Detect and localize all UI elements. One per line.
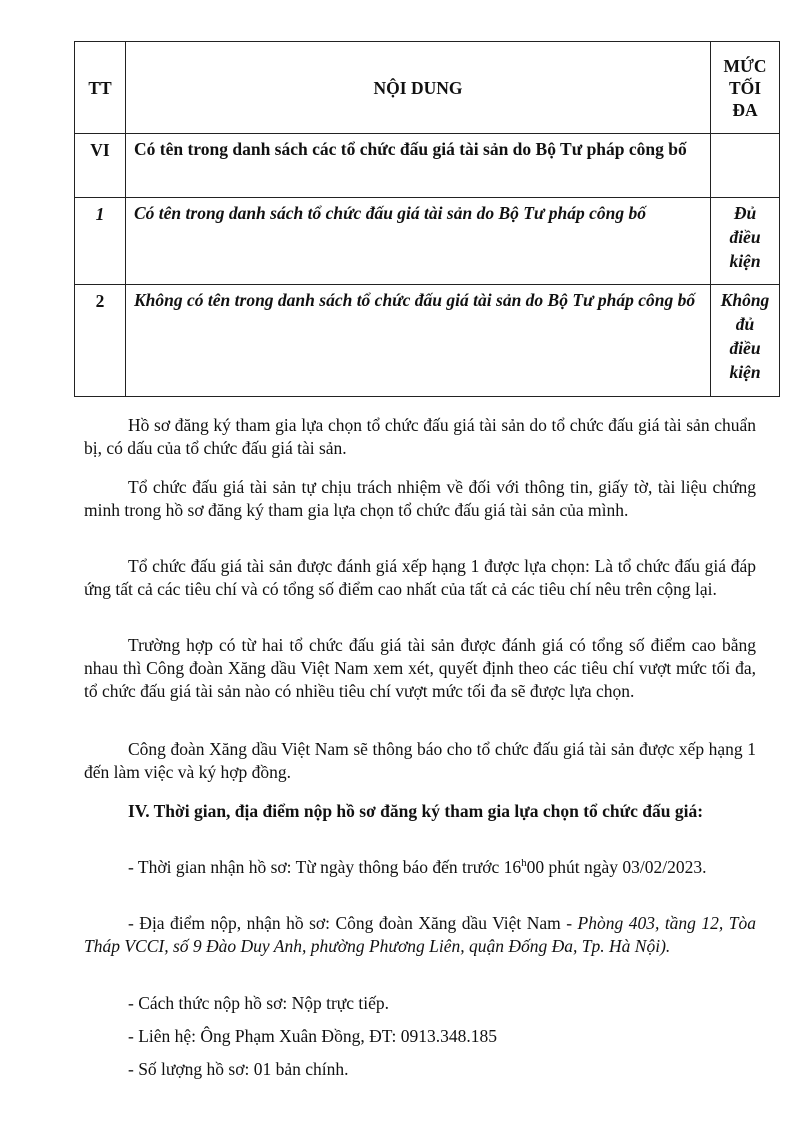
row-max-line: điều bbox=[729, 338, 761, 358]
header-max-line: ĐA bbox=[732, 99, 758, 120]
criteria-table bbox=[74, 41, 780, 397]
paragraph-text: Công đoàn Xăng dầu Việt Nam sẽ thông báo cho tổ chức đấu giá tài sản được xếp hạng 1 đến làm việc và ký hợp đồng. bbox=[84, 739, 756, 782]
paragraph-3 bbox=[84, 555, 756, 601]
row-max bbox=[711, 198, 780, 285]
dossier-quantity bbox=[84, 1058, 756, 1081]
paragraph-text: Trường hợp có từ hai tổ chức đấu giá tài sản được đánh giá có tổng số điểm cao bằng nhau thì Công đoàn Xăng dầu Việt Nam xem xét, quyết định theo các tiêu chí vượt mức tối đa, tổ chức đấu giá tài sản nào có nhiều tiêu chí vượt mức tối đa sẽ được lựa chọn. bbox=[84, 635, 756, 701]
header-max-line: TỐI bbox=[728, 77, 762, 98]
section-heading: IV. Thời gian, địa điểm nộp hồ sơ đăng ký tham gia lựa chọn tổ chức đấu giá: bbox=[128, 801, 704, 821]
row-max-line: kiện bbox=[729, 251, 761, 271]
row-number: VI bbox=[75, 134, 126, 198]
time-suffix: 00 phút ngày 03/02/2023. bbox=[526, 857, 707, 877]
header-max bbox=[711, 42, 780, 134]
row-max-line: Không bbox=[720, 290, 770, 310]
row-content: Có tên trong danh sách tổ chức đấu giá tài sản do Bộ Tư pháp công bố bbox=[126, 198, 711, 285]
row-max-line: điều bbox=[729, 227, 761, 247]
header-tt: TT bbox=[75, 42, 126, 134]
quantity-text: - Số lượng hồ sơ: 01 bản chính. bbox=[128, 1059, 349, 1079]
header-max-line: MỨC bbox=[723, 55, 767, 76]
section-iv-heading bbox=[84, 800, 756, 823]
paragraph-text: Tổ chức đấu giá tài sản tự chịu trách nhiệm về đối với thông tin, giấy tờ, tài liệu chứng minh trong hồ sơ đăng ký tham gia lựa chọn tổ chức đấu giá tài sản của mình. bbox=[84, 477, 756, 520]
paragraph-text: Tổ chức đấu giá tài sản được đánh giá xếp hạng 1 được lựa chọn: Là tổ chức đấu giá đáp ứng tất cả các tiêu chí và có tổng số điểm cao nhất của tất cả các tiêu chí nêu trên cộng lại. bbox=[84, 556, 756, 599]
header-content: NỘI DUNG bbox=[126, 42, 711, 134]
row-max-line: đủ bbox=[735, 314, 755, 334]
row-max bbox=[711, 285, 780, 397]
method-text: - Cách thức nộp hồ sơ: Nộp trực tiếp. bbox=[128, 993, 390, 1013]
table-header-row bbox=[75, 42, 780, 134]
table-row bbox=[75, 285, 780, 397]
submission-time bbox=[84, 856, 756, 879]
submission-place bbox=[84, 912, 756, 958]
table-row bbox=[75, 198, 780, 285]
submission-method bbox=[84, 992, 756, 1015]
row-number: 2 bbox=[75, 285, 126, 397]
row-number: 1 bbox=[75, 198, 126, 285]
paragraph-4 bbox=[84, 634, 756, 703]
place-prefix: - Địa điểm nộp, nhận hồ sơ: Công đoàn Xăng dầu Việt Nam - bbox=[128, 913, 578, 933]
place-address: Phòng 403, tầng 12, Tòa Tháp VCCI, số 9 Đào Duy Anh, phường Phương Liên, quận Đống Đa, Tp. Hà Nội). bbox=[84, 913, 756, 956]
row-max bbox=[711, 134, 780, 198]
time-prefix: - Thời gian nhận hồ sơ: Từ ngày thông báo đến trước 16 bbox=[128, 857, 522, 877]
table-row bbox=[75, 134, 780, 198]
time-sup: h bbox=[521, 857, 527, 870]
contact-info bbox=[84, 1025, 756, 1048]
paragraph-5 bbox=[84, 738, 756, 784]
paragraph-text: Hồ sơ đăng ký tham gia lựa chọn tổ chức đấu giá tài sản do tổ chức đấu giá tài sản chuẩn bị, có dấu của tổ chức đấu giá tài sản. bbox=[84, 415, 756, 458]
row-max-line: Đủ bbox=[733, 203, 757, 223]
row-content: Không có tên trong danh sách tổ chức đấu giá tài sản do Bộ Tư pháp công bố bbox=[126, 285, 711, 397]
paragraph-2 bbox=[84, 476, 756, 522]
row-max-line: kiện bbox=[729, 362, 761, 382]
contact-text: - Liên hệ: Ông Phạm Xuân Đồng, ĐT: 0913.348.185 bbox=[128, 1026, 498, 1046]
row-content: Có tên trong danh sách các tổ chức đấu giá tài sản do Bộ Tư pháp công bố bbox=[126, 134, 711, 198]
paragraph-1 bbox=[84, 414, 756, 460]
